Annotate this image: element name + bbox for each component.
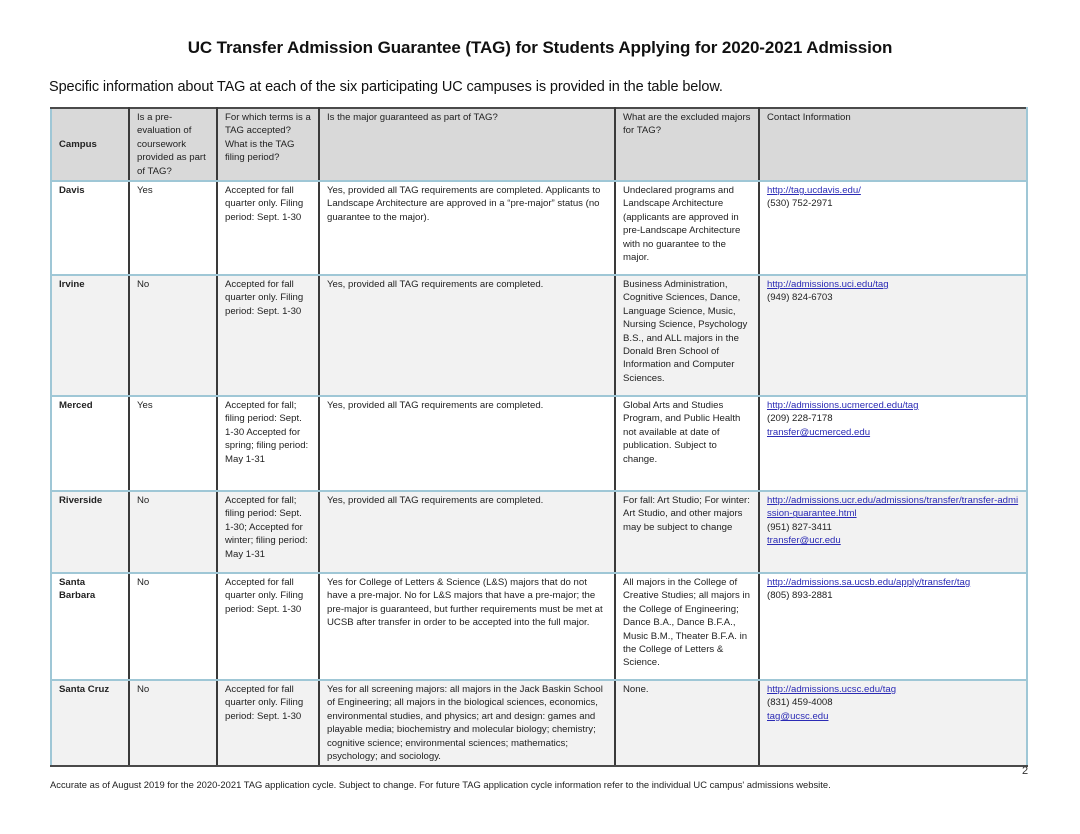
- header-major-guaranteed: Is the major guaranteed as part of TAG?: [319, 108, 615, 181]
- contact-email-link[interactable]: tag@ucsc.edu: [767, 710, 829, 722]
- excluded-majors-cell: All majors in the College of Creative Studies; all majors in the College of Engineering; Dance B.A., Dance B.F.A., Music B.M., Theater B.F.A. in the College of Letters & Science.: [615, 573, 759, 680]
- pre-evaluation-cell: No: [129, 275, 217, 396]
- tag-campus-table: [50, 107, 1028, 767]
- header-pre-evaluation: Is a pre-evaluation of coursework provided as part of TAG?: [129, 108, 217, 181]
- contact-phone: (831) 459-4008: [767, 697, 833, 709]
- contact-url-link[interactable]: http://admissions.uci.edu/tag: [767, 279, 889, 291]
- intro-text: Specific information about TAG at each of the six participating UC campuses is provided in the table below.: [49, 79, 723, 95]
- table-row: [51, 181, 1027, 275]
- contact-cell: [759, 275, 1027, 396]
- document-title: UC Transfer Admission Guarantee (TAG) for Students Applying for 2020-2021 Admission: [187, 38, 893, 57]
- major-guaranteed-cell: Yes for College of Letters & Science (L&S) majors that do not have a pre-major. No for L&S majors that have a pre-major; the pre-major is guaranteed, but further requirements must be met at UCSB after transfer in order to be accepted into the full major.: [319, 573, 615, 680]
- contact-url-link[interactable]: http://admissions.sa.ucsb.edu/apply/transfer/tag: [767, 577, 971, 589]
- pre-evaluation-cell: Yes: [129, 181, 217, 275]
- contact-cell: [759, 573, 1027, 680]
- pre-evaluation-cell: No: [129, 680, 217, 766]
- contact-phone: (530) 752-2971: [767, 198, 833, 210]
- major-guaranteed-cell: Yes, provided all TAG requirements are completed. Applicants to Landscape Architecture are approved in a “pre-major” status (no guarantee to the major).: [319, 181, 615, 275]
- contact-phone: (951) 827-3411: [767, 521, 832, 533]
- contact-phone: (209) 228-7178: [767, 413, 833, 425]
- table-row: [51, 275, 1027, 396]
- table-header-row: [51, 108, 1027, 181]
- contact-phone: (805) 893-2881: [767, 590, 833, 602]
- excluded-majors-cell: None.: [615, 680, 759, 766]
- contact-cell: [759, 491, 1027, 573]
- excluded-majors-cell: Business Administration, Cognitive Sciences, Dance, Language Science, Music, Nursing Science, Psychology B.S., and ALL majors in the Donald Bren School of Information and Computer Sciences.: [615, 275, 759, 396]
- pre-evaluation-cell: Yes: [129, 396, 217, 491]
- header-contact: Contact Information: [759, 108, 1027, 181]
- contact-url-link[interactable]: http://admissions.ucsc.edu/tag: [767, 684, 897, 696]
- campus-name: Santa Barbara: [51, 573, 129, 680]
- major-guaranteed-cell: Yes, provided all TAG requirements are completed.: [319, 396, 615, 491]
- contact-email-link[interactable]: transfer@ucr.edu: [767, 535, 841, 547]
- contact-email-link[interactable]: transfer@ucmerced.edu: [767, 426, 871, 438]
- pre-evaluation-cell: No: [129, 491, 217, 573]
- campus-name: Santa Cruz: [51, 680, 129, 766]
- contact-cell: [759, 680, 1027, 766]
- terms-cell: Accepted for fall; filing period: Sept. 1-30; Accepted for winter; filing period: May 1-31: [217, 491, 319, 573]
- terms-cell: Accepted for fall quarter only. Filing period: Sept. 1-30: [217, 275, 319, 396]
- excluded-majors-cell: Undeclared programs and Landscape Architecture (applicants are approved in pre-Landscape Architecture with no guarantee to the major.: [615, 181, 759, 275]
- footer-note: Accurate as of August 2019 for the 2020-2021 TAG application cycle. Subject to change. For future TAG application cycle information refer to the individual UC campus' admissions website.: [50, 779, 831, 790]
- page-number: 2: [1022, 765, 1029, 777]
- contact-url-link[interactable]: http://admissions.ucr.edu/admissions/transfer/transfer-admission-guarantee.html: [767, 495, 1019, 520]
- table-row: [51, 573, 1027, 680]
- contact-url-link[interactable]: http://admissions.ucmerced.edu/tag: [767, 400, 919, 412]
- table-row: [51, 396, 1027, 491]
- excluded-majors-cell: Global Arts and Studies Program, and Public Health not available at date of publication. Subject to change.: [615, 396, 759, 491]
- campus-name: Davis: [51, 181, 129, 275]
- terms-cell: Accepted for fall quarter only. Filing period: Sept. 1-30: [217, 680, 319, 766]
- header-terms: For which terms is a TAG accepted? What is the TAG filing period?: [217, 108, 319, 181]
- terms-cell: Accepted for fall quarter only. Filing period: Sept. 1-30: [217, 181, 319, 275]
- major-guaranteed-cell: Yes, provided all TAG requirements are completed.: [319, 275, 615, 396]
- table-row: [51, 680, 1027, 766]
- contact-url-link[interactable]: http://tag.ucdavis.edu/: [767, 185, 861, 197]
- contact-cell: [759, 181, 1027, 275]
- header-excluded-majors: What are the excluded majors for TAG?: [615, 108, 759, 181]
- major-guaranteed-cell: Yes for all screening majors: all majors in the Jack Baskin School of Engineering; all majors in the biological sciences, economics, environmental studies, and physics; art and design: games and playable media; biochemistry and molecular biology; chemistry; cognitive science; environmental sciences; mathematics; psychology; and sociology.: [319, 680, 615, 766]
- contact-phone: (949) 824-6703: [767, 292, 833, 304]
- campus-name: Riverside: [51, 491, 129, 573]
- header-campus: Campus: [51, 108, 129, 181]
- campus-name: Irvine: [51, 275, 129, 396]
- pre-evaluation-cell: No: [129, 573, 217, 680]
- terms-cell: Accepted for fall quarter only. Filing period: Sept. 1-30: [217, 573, 319, 680]
- table-row: [51, 491, 1027, 573]
- terms-cell: Accepted for fall; filing period: Sept. 1-30 Accepted for spring; filing period: May 1-31: [217, 396, 319, 491]
- contact-cell: [759, 396, 1027, 491]
- major-guaranteed-cell: Yes, provided all TAG requirements are completed.: [319, 491, 615, 573]
- campus-name: Merced: [51, 396, 129, 491]
- excluded-majors-cell: For fall: Art Studio; For winter: Art Studio, and other majors may be subject to change: [615, 491, 759, 573]
